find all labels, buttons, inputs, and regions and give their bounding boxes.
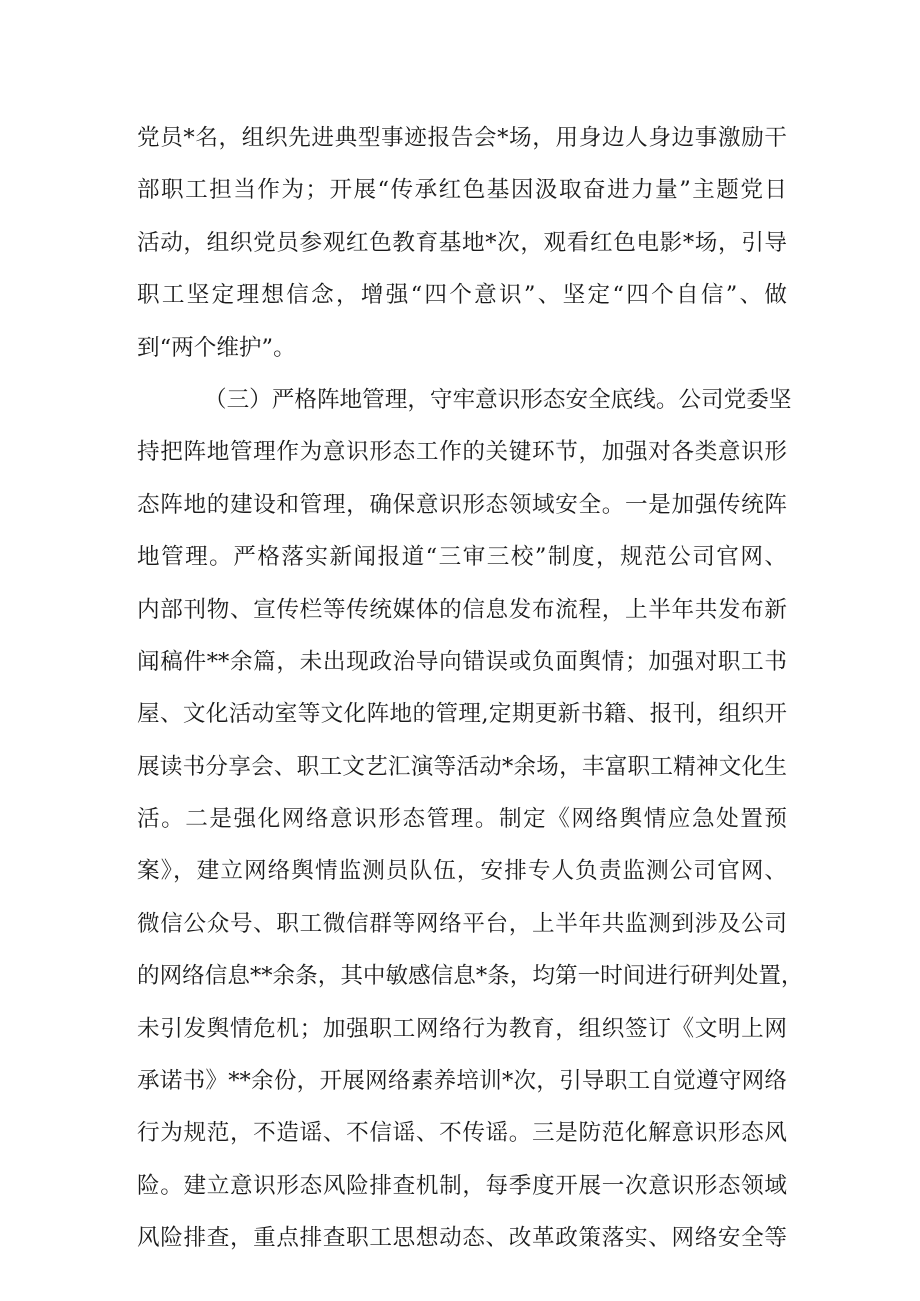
text-line: 地管理。严格落实新闻报道“三审三校”制度，规范公司官网、 — [137, 544, 787, 571]
text-line: 行为规范，不造谣、不信谣、不传谣。三是防范化解意识形态风 — [137, 1120, 787, 1147]
text-line: 活。二是强化网络意识形态管理。制定《网络舆情应急处置预 — [137, 806, 787, 833]
text-line: 承诺书》**余份，开展网络素养培训*次，引导职工自觉遵守网络 — [137, 1068, 787, 1095]
text-line: 的网络信息**余条，其中敏感信息*条，均第一时间进行研判处置， — [137, 963, 804, 990]
text-line: 展读书分享会、职工文艺汇演等活动*余场，丰富职工精神文化生 — [137, 753, 787, 780]
text-line: 闻稿件**余篇，未出现政治导向错误或负面舆情；加强对职工书 — [137, 648, 787, 675]
text-line: 活动，组织党员参观红色教育基地*次，观看红色电影*场，引导 — [137, 229, 787, 256]
text-line: 案》，建立网络舆情监测员队伍，安排专人负责监测公司官网、 — [137, 858, 787, 885]
text-line: 职工坚定理想信念，增强“四个意识”、坚定“四个自信”、做 — [137, 282, 787, 309]
text-line: 持把阵地管理作为意识形态工作的关键环节，加强对各类意识形 — [137, 439, 787, 466]
paragraph-continued — [137, 112, 787, 374]
text-line: 内部刊物、宣传栏等传统媒体的信息发布流程，上半年共发布新 — [137, 596, 787, 623]
text-line: 态阵地的建设和管理，确保意识形态领域安全。一是加强传统阵 — [137, 491, 787, 518]
text-line: 到“两个维护”。 — [137, 334, 296, 361]
paragraph-section-three — [137, 374, 804, 1265]
text-line: 险。建立意识形态风险排查机制，每季度开展一次意识形态领域 — [137, 1172, 787, 1199]
text-line: 微信公众号、职工微信群等网络平台，上半年共监测到涉及公司 — [137, 910, 787, 937]
text-line: 屋、文化活动室等文化阵地的管理,定期更新书籍、报刊，组织开 — [137, 701, 787, 728]
document-body — [137, 112, 804, 1265]
text-line: 风险排查，重点排查职工思想动态、改革政策落实、网络安全等 — [137, 1225, 787, 1252]
text-line: 部职工担当作为；开展“传承红色基因汲取奋进力量”主题党日 — [137, 177, 787, 204]
text-line: 未引发舆情危机；加强职工网络行为教育，组织签订《文明上网 — [137, 1015, 787, 1042]
section-heading-line: （三）严格阵地管理，守牢意识形态安全底线。公司党委坚 — [204, 386, 792, 413]
text-line: 党员*名，组织先进典型事迹报告会*场，用身边人身边事激励干 — [137, 125, 787, 151]
